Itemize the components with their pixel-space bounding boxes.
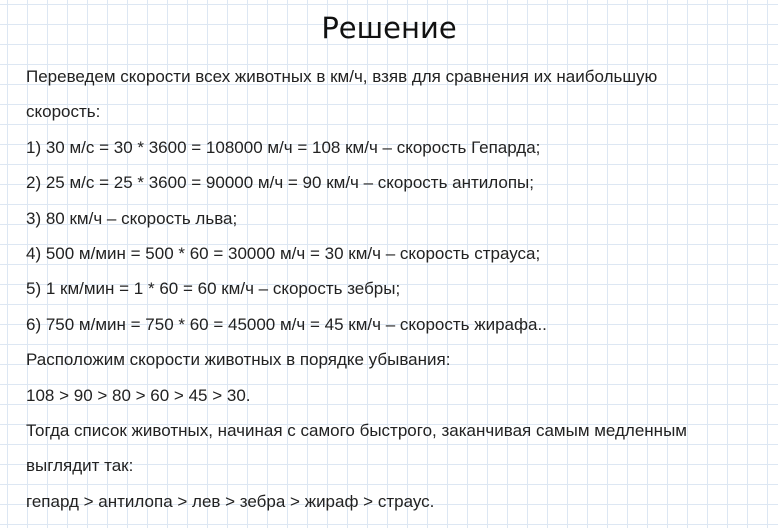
animal-order: гепард > антилопа > лев > зебра > жираф > страус.: [26, 491, 435, 511]
text-line-intro: Переведем скорости всех животных в км/ч, взяв для сравнения их наибольшую: [26, 67, 658, 86]
step-5-zebra: 5) 1 км/мин = 1 * 60 = 60 км/ч – скорость зебры;: [26, 279, 401, 299]
text-line-conclusion-cont: выглядит так:: [26, 456, 134, 476]
text-line-order: Расположим скорости животных в порядке убывания:: [26, 350, 451, 370]
page-title: Решение: [321, 11, 457, 45]
step-6-giraffe: 6) 750 м/мин = 750 * 60 = 45000 м/ч = 45 км/ч – скорость жирафа..: [26, 314, 547, 334]
step-3-lion: 3) 80 км/ч – скорость льва;: [26, 208, 238, 228]
step-4-ostrich: 4) 500 м/мин = 500 * 60 = 30000 м/ч = 30 км/ч – скорость страуса;: [26, 244, 541, 264]
speed-order: 108 > 90 > 80 > 60 > 45 > 30.: [26, 385, 251, 405]
solution-text: [26, 59, 766, 519]
step-1-cheetah: 1) 30 м/с = 30 * 3600 = 108000 м/ч = 108 км/ч – скорость Гепарда;: [26, 137, 541, 157]
text-line-intro-cont: скорость:: [26, 102, 101, 122]
text-line-conclusion: Тогда список животных, начиная с самого быстрого, заканчивая самым медленным: [26, 421, 687, 441]
step-2-antelope: 2) 25 м/с = 25 * 3600 = 90000 м/ч = 90 км/ч – скорость антилопы;: [26, 173, 534, 193]
